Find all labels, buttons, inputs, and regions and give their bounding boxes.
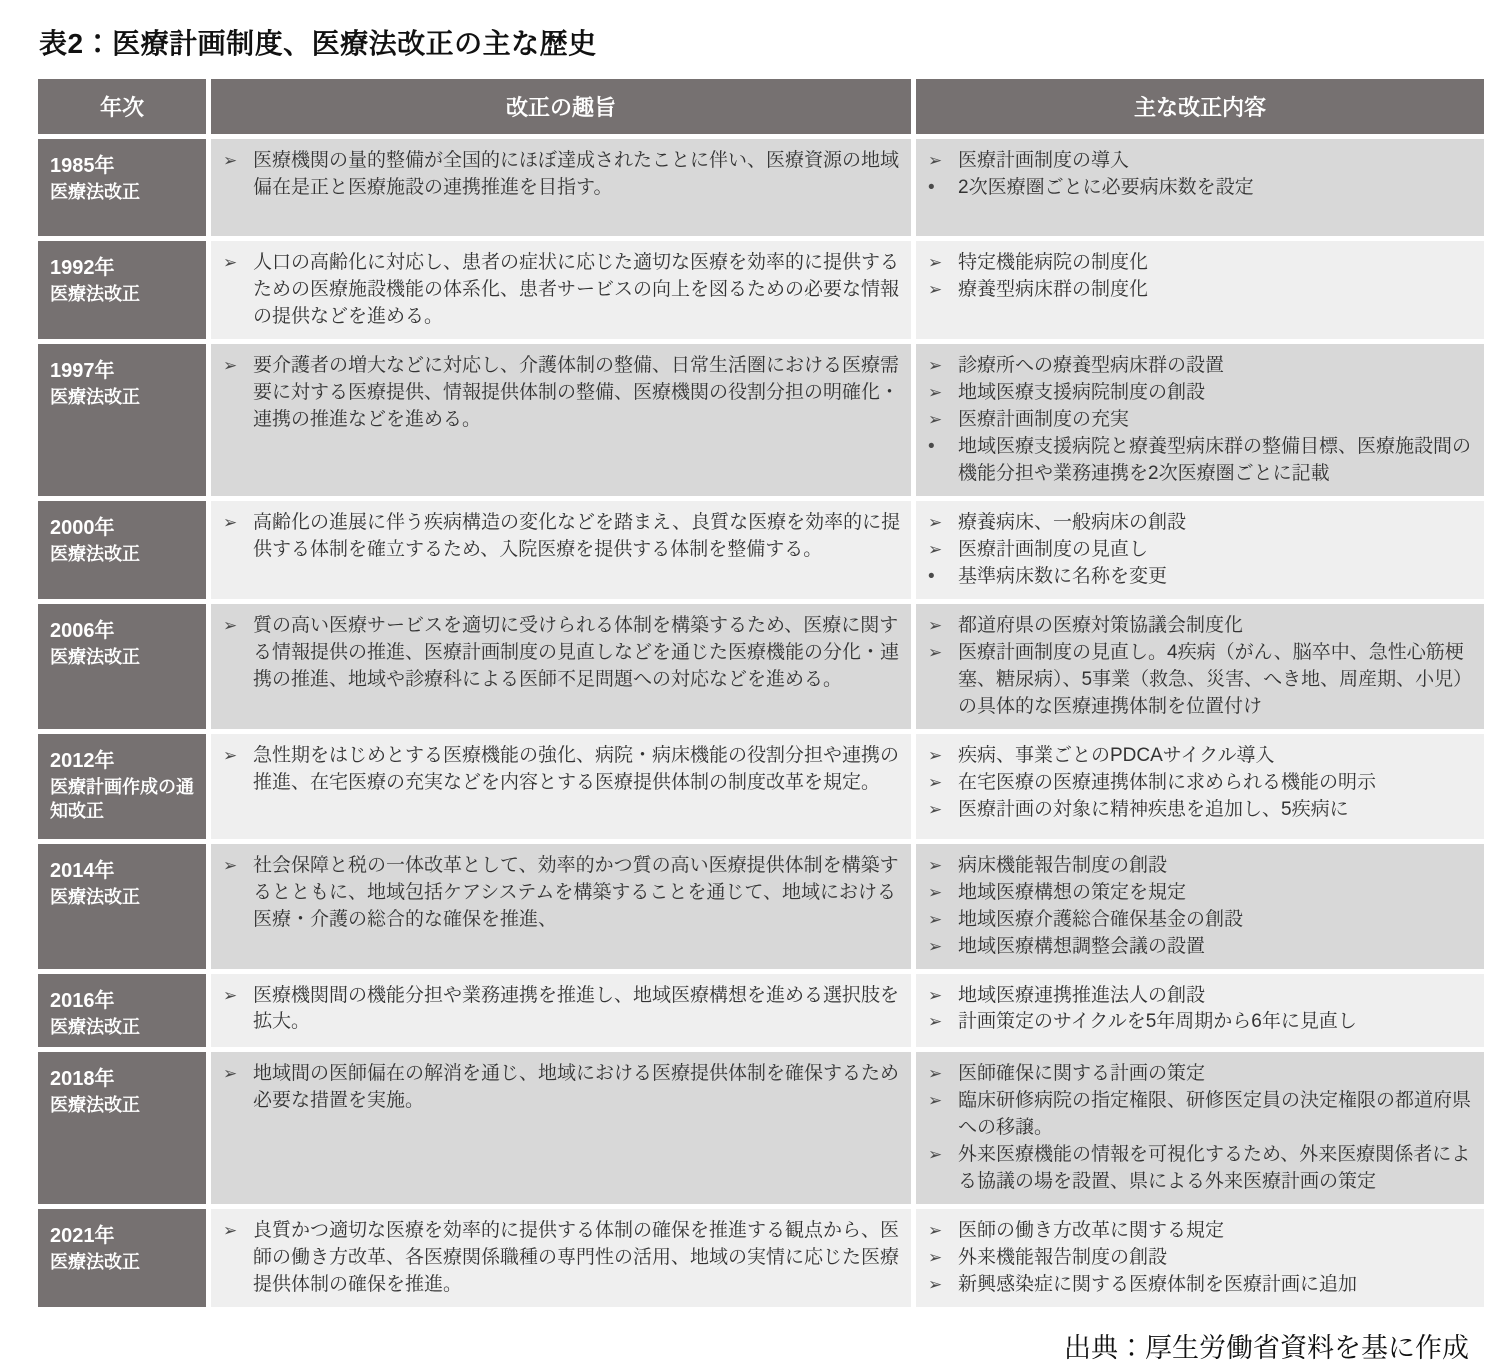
table-body <box>38 139 1484 1307</box>
purpose-cell <box>211 734 911 839</box>
arrow-bullet-icon: ➢ <box>928 615 943 635</box>
header-row <box>38 79 1484 134</box>
year-label: 2018年 <box>50 1067 115 1090</box>
contents-cell <box>916 241 1484 339</box>
bullet-text: 都道府県の医療対策協議会制度化 <box>958 614 1244 636</box>
bullet-item <box>219 613 901 694</box>
bullet-text: 病床機能報告制度の創設 <box>958 854 1168 876</box>
arrow-bullet-icon: ➢ <box>928 382 943 402</box>
bullet-item <box>924 853 1474 880</box>
revision-type-label: 医療法改正 <box>50 543 140 564</box>
source-note: 出典：厚生労働省資料を基に作成 <box>1064 1332 1469 1363</box>
year-label: 2014年 <box>50 859 115 882</box>
arrow-bullet-icon: ➢ <box>223 512 238 532</box>
header-year: 年次 <box>38 79 206 134</box>
bullet-text: 診療所への療養型病床群の設置 <box>958 354 1225 376</box>
arrow-bullet-icon: ➢ <box>928 745 943 765</box>
bullet-item <box>924 880 1474 907</box>
purpose-cell <box>211 241 911 339</box>
bullet-text: 療養病床、一般病床の創設 <box>958 511 1187 533</box>
arrow-bullet-icon: ➢ <box>928 1063 943 1083</box>
bullet-text: 医療計画制度の見直し。4疾病（がん、脳卒中、急性心筋梗塞、糖尿病）、5事業（救急、災害、へき地、周産期、小児）の具体的な医療連携体制を位置付け <box>958 641 1473 717</box>
year-cell <box>38 1209 206 1307</box>
table-row <box>38 734 1484 839</box>
year-cell <box>38 241 206 339</box>
bullet-item <box>924 1142 1474 1196</box>
arrow-bullet-icon: ➢ <box>928 151 943 170</box>
contents-cell <box>916 974 1484 1047</box>
arrow-bullet-icon: ➢ <box>928 909 943 929</box>
bullet-text: 臨床研修病院の指定権限、研修医定員の決定権限の都道府県への移譲。 <box>958 1089 1472 1138</box>
arrow-bullet-icon: ➢ <box>928 1090 943 1110</box>
bullet-text: 疾病、事業ごとのPDCAサイクル導入 <box>958 744 1275 766</box>
bullet-text: 地域医療連携推進法人の創設 <box>958 984 1206 1006</box>
arrow-bullet-icon: ➢ <box>928 279 943 299</box>
table-row <box>38 974 1484 1047</box>
revision-type-label: 医療法改正 <box>50 886 140 907</box>
revision-type-label: 医療法改正 <box>50 1094 140 1115</box>
arrow-bullet-icon: ➢ <box>928 936 943 956</box>
bullet-item <box>924 1088 1474 1142</box>
bullet-item <box>924 1245 1474 1272</box>
bullet-text: 外来医療機能の情報を可視化するため、外来医療関係者による協議の場を設置、県による外来医療計画の策定 <box>958 1143 1471 1192</box>
header-purpose: 改正の趣旨 <box>211 79 911 134</box>
bullet-item <box>924 537 1474 564</box>
bullet-item <box>924 743 1474 770</box>
contents-cell <box>916 844 1484 969</box>
revision-type-label: 医療法改正 <box>50 1016 140 1037</box>
bullet-text: 医療計画の対象に精神疾患を追加し、5疾病に <box>958 798 1349 820</box>
bullet-text: 医療機関間の機能分担や業務連携を推進し、地域医療構想を進める選択肢を拡大。 <box>253 984 900 1033</box>
bullet-item <box>219 250 901 331</box>
purpose-cell <box>211 974 911 1047</box>
revision-type-label: 医療法改正 <box>50 1251 140 1272</box>
bullet-text: 地域医療構想調整会議の設置 <box>958 935 1206 957</box>
arrow-bullet-icon: ➢ <box>223 1063 238 1083</box>
bullet-text: 基準病床数に名称を変更 <box>958 565 1168 587</box>
bullet-item <box>219 353 901 434</box>
dot-bullet-icon: • <box>928 565 935 587</box>
bullet-text: 療養型病床群の制度化 <box>958 278 1149 300</box>
bullet-item <box>924 1009 1474 1036</box>
table-row <box>38 241 1484 339</box>
bullet-item <box>924 934 1474 961</box>
revision-type-label: 医療法改正 <box>50 646 140 667</box>
bullet-item <box>219 1218 901 1299</box>
table-row <box>38 139 1484 236</box>
purpose-cell <box>211 844 911 969</box>
bullet-text: 地域医療支援病院と療養型病床群の整備目標、医療施設間の機能分担や業務連携を2次医療圏ごとに記載 <box>958 435 1472 484</box>
revision-type-label: 医療法改正 <box>50 386 140 407</box>
arrow-bullet-icon: ➢ <box>223 615 238 635</box>
bullet-item <box>924 277 1474 304</box>
dot-bullet-icon: • <box>928 176 935 198</box>
arrow-bullet-icon: ➢ <box>928 253 943 272</box>
arrow-bullet-icon: ➢ <box>928 1012 943 1032</box>
contents-cell <box>916 139 1484 236</box>
bullet-item <box>219 1061 901 1115</box>
bullet-item <box>924 175 1474 202</box>
bullet-item <box>219 743 901 797</box>
bullet-item <box>219 148 901 202</box>
year-label: 2000年 <box>50 516 115 539</box>
arrow-bullet-icon: ➢ <box>928 1274 943 1294</box>
bullet-text: 地域医療支援病院制度の創設 <box>958 381 1206 403</box>
bullet-text: 計画策定のサイクルを5年周期から6年に見直し <box>958 1011 1357 1033</box>
arrow-bullet-icon: ➢ <box>223 151 238 170</box>
bullet-text: 地域医療構想の策定を規定 <box>958 881 1187 903</box>
arrow-bullet-icon: ➢ <box>928 409 943 429</box>
year-label: 1997年 <box>50 359 115 382</box>
table-row <box>38 844 1484 969</box>
bullet-text: 医師確保に関する計画の策定 <box>958 1062 1206 1084</box>
year-label: 2016年 <box>50 989 115 1012</box>
revision-type-label: 医療法改正 <box>50 284 140 304</box>
bullet-text: 要介護者の増大などに対応し、介護体制の整備、日常生活圏における医療需要に対する医療提供、情報提供体制の整備、医療機関の役割分担の明確化・連携の推進などを進める。 <box>253 354 900 430</box>
history-table <box>33 74 1489 1312</box>
arrow-bullet-icon: ➢ <box>928 985 943 1005</box>
arrow-bullet-icon: ➢ <box>928 642 943 662</box>
arrow-bullet-icon: ➢ <box>223 855 238 875</box>
arrow-bullet-icon: ➢ <box>928 1144 943 1164</box>
bullet-item <box>924 907 1474 934</box>
revision-type-label: 医療計画作成の通知改正 <box>50 776 194 821</box>
year-cell <box>38 844 206 969</box>
year-label: 1985年 <box>50 155 115 177</box>
bullet-item <box>924 1218 1474 1245</box>
bullet-text: 新興感染症に関する医療体制を医療計画に追加 <box>958 1273 1358 1295</box>
bullet-text: 外来機能報告制度の創設 <box>958 1246 1168 1268</box>
year-label: 1992年 <box>50 257 115 279</box>
year-label: 2012年 <box>50 749 115 772</box>
bullet-item <box>924 380 1474 407</box>
bullet-text: 医療計画制度の見直し <box>958 538 1149 560</box>
contents-cell <box>916 344 1484 496</box>
bullet-item <box>924 1061 1474 1088</box>
page-title: 表2：医療計画制度、医療法改正の主な歴史 <box>39 28 597 59</box>
table-row <box>38 344 1484 496</box>
bullet-item <box>924 983 1474 1010</box>
arrow-bullet-icon: ➢ <box>928 799 943 819</box>
arrow-bullet-icon: ➢ <box>928 1247 943 1267</box>
bullet-item <box>924 770 1474 797</box>
year-cell <box>38 501 206 599</box>
arrow-bullet-icon: ➢ <box>928 772 943 792</box>
year-cell <box>38 734 206 839</box>
year-label: 2021年 <box>50 1224 115 1247</box>
arrow-bullet-icon: ➢ <box>928 512 943 532</box>
arrow-bullet-icon: ➢ <box>223 253 238 272</box>
bullet-text: 地域医療介護総合確保基金の創設 <box>958 908 1244 930</box>
bullet-text: 医師の働き方改革に関する規定 <box>958 1219 1225 1241</box>
bullet-text: 医療計画制度の導入 <box>958 150 1130 171</box>
bullet-item <box>924 250 1474 277</box>
purpose-cell <box>211 344 911 496</box>
arrow-bullet-icon: ➢ <box>928 355 943 375</box>
purpose-cell <box>211 139 911 236</box>
bullet-text: 高齢化の進展に伴う疾病構造の変化などを踏まえ、良質な医療を効率的に提供する体制を確立するため、入院医療を提供する体制を整備する。 <box>253 511 901 560</box>
purpose-cell <box>211 501 911 599</box>
year-label: 2006年 <box>50 619 115 642</box>
bullet-text: 特定機能病院の制度化 <box>958 252 1149 273</box>
bullet-text: 医療計画制度の充実 <box>958 408 1130 430</box>
bullet-item <box>924 407 1474 434</box>
arrow-bullet-icon: ➢ <box>928 539 943 559</box>
bullet-item <box>219 510 901 564</box>
bullet-text: 急性期をはじめとする医療機能の強化、病院・病床機能の役割分担や連携の推進、在宅医療の充実などを内容とする医療提供体制の制度改革を規定。 <box>253 744 900 793</box>
arrow-bullet-icon: ➢ <box>928 855 943 875</box>
purpose-cell <box>211 604 911 729</box>
contents-cell <box>916 501 1484 599</box>
arrow-bullet-icon: ➢ <box>928 882 943 902</box>
arrow-bullet-icon: ➢ <box>928 1220 943 1240</box>
year-cell <box>38 604 206 729</box>
bullet-item <box>924 510 1474 537</box>
dot-bullet-icon: • <box>928 435 935 457</box>
bullet-item <box>924 613 1474 640</box>
table-row <box>38 1052 1484 1204</box>
purpose-cell <box>211 1209 911 1307</box>
bullet-text: 在宅医療の医療連携体制に求められる機能の明示 <box>958 771 1377 793</box>
bullet-item <box>924 148 1474 175</box>
bullet-item <box>924 797 1474 824</box>
bullet-text: 2次医療圏ごとに必要病床数を設定 <box>958 176 1254 198</box>
bullet-item <box>924 353 1474 380</box>
arrow-bullet-icon: ➢ <box>223 985 238 1005</box>
bullet-text: 人口の高齢化に対応し、患者の症状に応じた適切な医療を効率的に提供するための医療施設機能の体系化、患者サービスの向上を図るための必要な情報の提供などを進める。 <box>253 252 900 327</box>
bullet-text: 地域間の医師偏在の解消を通じ、地域における医療提供体制を確保するため必要な措置を実施。 <box>253 1062 900 1111</box>
table-row <box>38 1209 1484 1307</box>
year-cell <box>38 344 206 496</box>
bullet-text: 社会保障と税の一体改革として、効率的かつ質の高い医療提供体制を構築するとともに、地域包括ケアシステムを構築することを通じて、地域における医療・介護の総合的な確保を推進、 <box>253 854 899 930</box>
contents-cell <box>916 1052 1484 1204</box>
bullet-item <box>219 983 901 1037</box>
bullet-item <box>219 853 901 934</box>
revision-type-label: 医療法改正 <box>50 182 140 202</box>
bullet-text: 質の高い医療サービスを適切に受けられる体制を構築するため、医療に関する情報提供の推進、医療計画制度の見直しなどを通じた医療機能の分化・連携の推進、地域や診療科による医師不足問題への対応などを進める。 <box>253 614 900 690</box>
bullet-text: 医療機関の量的整備が全国的にほぼ達成されたことに伴い、医療資源の地域偏在是正と医療施設の連携推進を目指す。 <box>253 150 900 198</box>
year-cell <box>38 974 206 1047</box>
year-cell <box>38 1052 206 1204</box>
contents-cell <box>916 1209 1484 1307</box>
arrow-bullet-icon: ➢ <box>223 355 238 375</box>
bullet-item <box>924 434 1474 488</box>
bullet-item <box>924 640 1474 721</box>
header-contents: 主な改正内容 <box>916 79 1484 134</box>
arrow-bullet-icon: ➢ <box>223 745 238 765</box>
table-row <box>38 501 1484 599</box>
bullet-item <box>924 564 1474 591</box>
bullet-text: 良質かつ適切な医療を効率的に提供する体制の確保を推進する観点から、医師の働き方改革、各医療関係職種の専門性の活用、地域の実情に応じた医療提供体制の確保を推進。 <box>253 1219 900 1295</box>
contents-cell <box>916 734 1484 839</box>
year-cell <box>38 139 206 236</box>
arrow-bullet-icon: ➢ <box>223 1220 238 1240</box>
table-row <box>38 604 1484 729</box>
purpose-cell <box>211 1052 911 1204</box>
contents-cell <box>916 604 1484 729</box>
